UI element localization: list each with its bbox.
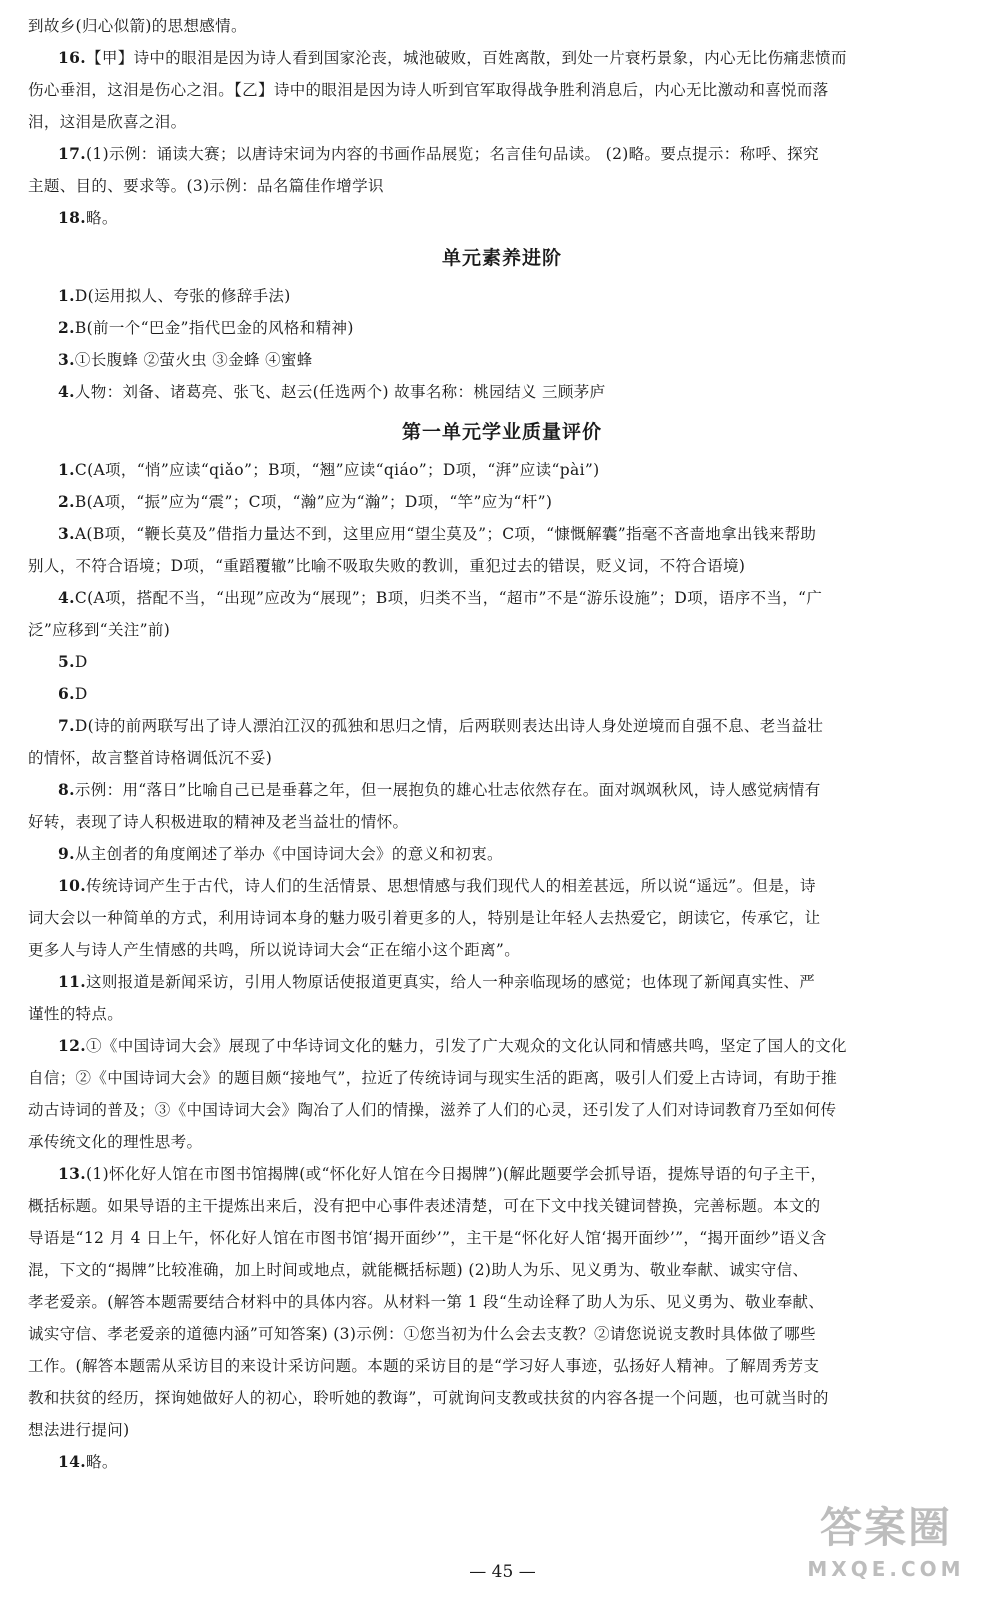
answer-line <box>28 710 976 742</box>
answer-text: 人物：刘备、诸葛亮、张飞、赵云(任选两个) 故事名称：桃园结义 三顾茅庐 <box>74 383 606 401</box>
answer-text: 词大会以一种简单的方式，利用诗词本身的魅力吸引着更多的人，特别是让年轻人去热爱它，朗读它，传承它，让 <box>28 909 821 927</box>
answer-text: 泪，这泪是欣喜之泪。 <box>28 113 187 131</box>
answer-text: A(B项，“鞭长莫及”借指力量达不到，这里应用“望尘莫及”；C项，“慷慨解囊”指毫不吝啬地拿出钱来帮助 <box>74 525 817 543</box>
answer-line <box>28 486 976 518</box>
question-number: 11. <box>58 972 87 991</box>
question-number: 9. <box>58 844 75 863</box>
question-number: 13. <box>58 1164 87 1183</box>
question-number: 5. <box>58 652 75 671</box>
answer-text: 别人，不符合语境；D项，“重蹈覆辙”比喻不吸取失败的教训，重犯过去的错误，贬义词，不符合语境) <box>28 557 746 575</box>
answer-line <box>28 1254 976 1286</box>
answer-line <box>28 966 976 998</box>
answer-line <box>28 170 976 202</box>
question-number: 17. <box>58 144 87 163</box>
answer-block-unit-literacy <box>28 280 976 408</box>
answer-line <box>28 138 976 170</box>
section-heading-quality-evaluation: 第一单元学业质量评价 <box>401 421 602 443</box>
answer-text: B(A项，“振”应为“震”；C项，“瀚”应为“瀚”；D项，“竿”应为“杆”) <box>74 493 553 511</box>
answer-line <box>28 74 976 106</box>
section-heading-unit-literacy: 单元素养进阶 <box>441 247 562 269</box>
answer-text: 概括标题。如果导语的主干提炼出来后，没有把中心事件表述清楚，可在下文中找关键词替换，完善标题。本文的 <box>28 1197 821 1215</box>
answer-text: D(运用拟人、夸张的修辞手法) <box>74 287 291 305</box>
answer-line <box>28 1414 976 1446</box>
answer-line <box>28 312 976 344</box>
question-number: 4. <box>58 382 75 401</box>
question-number: 18. <box>58 208 87 227</box>
answer-block-quality-evaluation <box>28 454 976 1478</box>
question-number: 6. <box>58 684 75 703</box>
answer-line <box>28 934 976 966</box>
answer-line <box>28 838 976 870</box>
watermark-text: 答案圈 <box>819 1503 952 1552</box>
answer-text: 主题、目的、要求等。(3)示例：品名篇佳作增学识 <box>28 177 384 195</box>
answer-text: 诚实守信、孝老爱亲的道德内涵”可知答案) (3)示例：①您当初为什么会去支教？②请您说说支教时具体做了哪些 <box>28 1325 816 1343</box>
answer-text: 略。 <box>86 209 118 227</box>
question-number: 2. <box>58 318 75 337</box>
answer-line <box>28 1318 976 1350</box>
answer-line <box>28 646 976 678</box>
answer-line <box>28 1190 976 1222</box>
answer-line <box>28 806 976 838</box>
answer-text: 导语是“12 月 4 日上午，怀化好人馆在市图书馆‘揭开面纱’”，主干是“怀化好人馆‘揭开面纱’”，“揭开面纱”语义含 <box>28 1229 827 1247</box>
answer-text: B(前一个“巴金”指代巴金的风格和精神) <box>74 319 354 337</box>
answer-line <box>28 106 976 138</box>
answer-line <box>28 10 976 42</box>
watermark-logo <box>791 1500 981 1592</box>
answer-line <box>28 280 976 312</box>
answer-text: 谨性的特点。 <box>28 1005 124 1023</box>
answer-text: 自信；②《中国诗词大会》的题目颇“接地气”，拉近了传统诗词与现实生活的距离，吸引人们爱上古诗词，有助于推 <box>28 1069 838 1087</box>
answer-line <box>28 998 976 1030</box>
answer-text: 从主创者的角度阐述了举办《中国诗词大会》的意义和初衷。 <box>74 845 503 863</box>
answer-line <box>28 1446 976 1478</box>
answer-text: D <box>74 653 88 671</box>
answer-page <box>28 10 976 1478</box>
answer-line <box>28 1062 976 1094</box>
answer-line <box>28 42 976 74</box>
answer-text: 好转，表现了诗人积极进取的精神及老当益壮的情怀。 <box>28 813 409 831</box>
answer-line <box>28 454 976 486</box>
answer-line <box>28 344 976 376</box>
answer-text: 更多人与诗人产生情感的共鸣，所以说诗词大会“正在缩小这个距离”。 <box>28 941 521 959</box>
answer-text: 【甲】诗中的眼泪是因为诗人看到国家沦丧，城池破败，百姓离散，到处一片衰朽景象，内心无比伤痛悲愤而 <box>86 49 847 67</box>
answer-text: 略。 <box>86 1453 118 1471</box>
answer-line <box>28 1094 976 1126</box>
question-number: 3. <box>58 524 75 543</box>
answer-text: C(A项，“悄”应读“qiǎo”；B项，“翘”应读“qiáo”；D项，“湃”应读“pài”) <box>74 461 600 479</box>
answer-line <box>28 614 976 646</box>
question-number: 7. <box>58 716 75 735</box>
answer-line <box>28 1126 976 1158</box>
answer-line <box>28 742 976 774</box>
answer-text: 这则报道是新闻采访，引用人物原话使报道更真实，给人一种亲临现场的感觉；也体现了新闻真实性、严 <box>86 973 816 991</box>
answer-block-top <box>28 10 976 234</box>
answer-text: 承传统文化的理性思考。 <box>28 1133 203 1151</box>
answer-line <box>28 774 976 806</box>
answer-text: 泛”应移到“关注”前) <box>28 621 171 639</box>
page-number: — 45 — <box>469 1562 536 1582</box>
answer-line <box>28 202 976 234</box>
answer-text: 到故乡(归心似箭)的思想感情。 <box>28 17 247 35</box>
question-number: 1. <box>58 460 75 479</box>
answer-text: D <box>74 685 88 703</box>
watermark-url: MXQE.COM <box>807 1557 965 1581</box>
answer-line <box>28 582 976 614</box>
answer-text: (1)示例：诵读大赛；以唐诗宋词为内容的书画作品展览；名言佳句品读。 (2)略。要点提示：称呼、探究 <box>86 145 819 163</box>
answer-text: 孝老爱亲。(解答本题需要结合材料中的具体内容。从材料一第 1 段“生动诠释了助人为乐、见义勇为、敬业奉献、 <box>28 1293 825 1311</box>
question-number: 14. <box>58 1452 87 1471</box>
question-number: 8. <box>58 780 75 799</box>
answer-line <box>28 870 976 902</box>
answer-text: 传统诗词产生于古代，诗人们的生活情景、思想情感与我们现代人的相差甚远，所以说“遥远”。但是，诗 <box>86 877 816 895</box>
answer-line <box>28 1382 976 1414</box>
question-number: 10. <box>58 876 87 895</box>
answer-line <box>28 1158 976 1190</box>
answer-line <box>28 376 976 408</box>
answer-text: 教和扶贫的经历，探询她做好人的初心，聆听她的教诲”，可就询问支教或扶贫的内容各提一个问题，也可就当时的 <box>28 1389 829 1407</box>
answer-line <box>28 1286 976 1318</box>
answer-text: 工作。(解答本题需从采访目的来设计采访问题。本题的采访目的是“学习好人事迹，弘扬好人精神。了解周秀芳支 <box>28 1357 820 1375</box>
answer-line <box>28 1350 976 1382</box>
question-number: 2. <box>58 492 75 511</box>
answer-text: ①长腹蜂 ②萤火虫 ③金蜂 ④蜜蜂 <box>74 351 313 369</box>
answer-text: 的情怀，故言整首诗格调低沉不妥) <box>28 749 273 767</box>
question-number: 3. <box>58 350 75 369</box>
answer-text: 示例：用“落日”比喻自己已是垂暮之年，但一展抱负的雄心壮志依然存在。面对飒飒秋风，诗人感觉病情有 <box>74 781 821 799</box>
answer-text: 混，下文的“揭牌”比较准确，加上时间或地点，就能概括标题) (2)助人为乐、见义勇为、敬业奉献、诚实守信、 <box>28 1261 809 1279</box>
answer-line <box>28 678 976 710</box>
answer-text: 伤心垂泪，这泪是伤心之泪。【乙】诗中的眼泪是因为诗人听到官军取得战争胜利消息后，内心无比激动和喜悦而落 <box>28 81 829 99</box>
answer-text: C(A项，搭配不当，“出现”应改为“展现”；B项，归类不当，“超市”不是“游乐设施”；D项，语序不当，“广 <box>74 589 823 607</box>
answer-text: ①《中国诗词大会》展现了中华诗词文化的魅力，引发了广大观众的文化认同和情感共鸣，坚定了国人的文化 <box>86 1037 847 1055</box>
answer-line <box>28 1030 976 1062</box>
answer-text: 想法进行提问) <box>28 1421 130 1439</box>
question-number: 4. <box>58 588 75 607</box>
answer-line <box>28 550 976 582</box>
answer-text: 动古诗词的普及；③《中国诗词大会》陶冶了人们的情操，滋养了人们的心灵，还引发了人们对诗词教育乃至如何传 <box>28 1101 837 1119</box>
question-number: 12. <box>58 1036 87 1055</box>
answer-line <box>28 1222 976 1254</box>
question-number: 1. <box>58 286 75 305</box>
question-number: 16. <box>58 48 87 67</box>
answer-text: (1)怀化好人馆在市图书馆揭牌(或“怀化好人馆在今日揭牌”)(解此题要学会抓导语，提炼导语的句子主干， <box>86 1165 827 1183</box>
answer-line <box>28 518 976 550</box>
answer-line <box>28 902 976 934</box>
answer-text: D(诗的前两联写出了诗人漂泊江汉的孤独和思归之情，后两联则表达出诗人身处逆境而自强不息、老当益壮 <box>74 717 824 735</box>
